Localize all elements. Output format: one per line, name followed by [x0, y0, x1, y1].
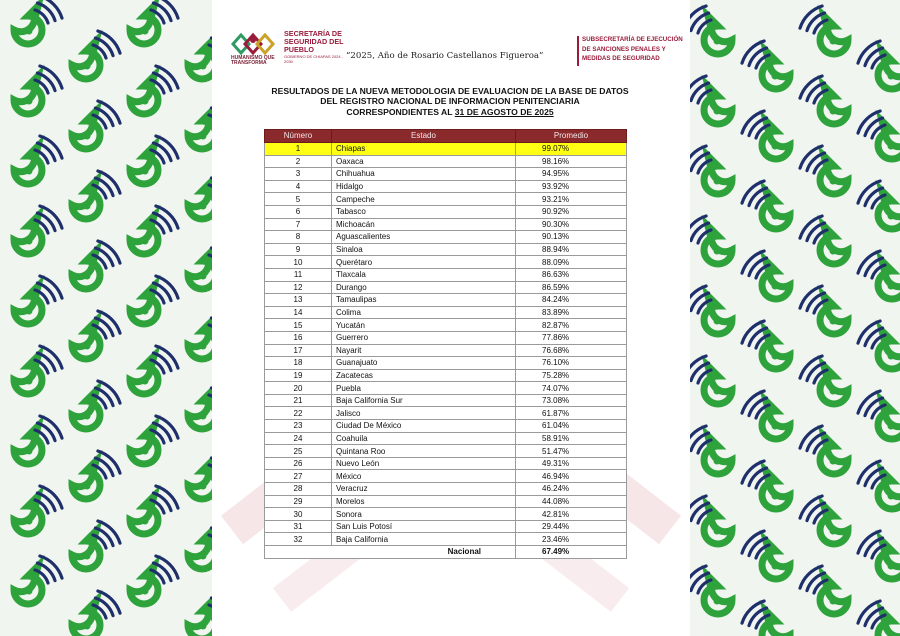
cell-numero: 19 — [265, 369, 332, 382]
swirl-motif-icon — [858, 321, 900, 369]
cell-promedio: 82.87% — [516, 319, 627, 332]
cell-numero: 11 — [265, 268, 332, 281]
cell-numero: 12 — [265, 281, 332, 294]
cell-promedio: 29.44% — [516, 520, 627, 533]
table-row — [265, 407, 627, 420]
table-row — [265, 394, 627, 407]
cell-numero: 9 — [265, 243, 332, 256]
cell-estado: Coahuila — [332, 432, 516, 445]
cell-estado: Sinaloa — [332, 243, 516, 256]
table-row — [265, 319, 627, 332]
cell-promedio: 90.30% — [516, 218, 627, 231]
table-row — [265, 268, 627, 281]
swirl-motif-icon — [858, 41, 900, 89]
cell-numero: 31 — [265, 520, 332, 533]
cell-numero: 20 — [265, 382, 332, 395]
swirl-motif-icon — [800, 496, 848, 544]
swirl-motif-icon — [858, 111, 900, 159]
cell-numero: 3 — [265, 168, 332, 181]
cell-estado: Morelos — [332, 495, 516, 508]
swirl-motif-icon — [130, 66, 178, 114]
cell-numero: 6 — [265, 205, 332, 218]
title-line-3 — [224, 107, 676, 117]
column-header-estado: Estado — [332, 130, 516, 143]
cell-numero: 15 — [265, 319, 332, 332]
swirl-motif-icon — [130, 136, 178, 184]
results-table — [264, 129, 627, 559]
swirl-motif-icon — [14, 0, 62, 44]
swirl-motif-icon — [742, 41, 790, 89]
swirl-motif-icon — [858, 531, 900, 579]
header-divider — [577, 36, 579, 66]
table-row — [265, 231, 627, 244]
table-row — [265, 243, 627, 256]
table-row — [265, 508, 627, 521]
swirl-motif-icon — [800, 426, 848, 474]
swirl-motif-icon — [130, 556, 178, 604]
table-row — [265, 445, 627, 458]
table-row — [265, 520, 627, 533]
cell-promedio: 74.07% — [516, 382, 627, 395]
swirl-motif-icon — [130, 416, 178, 464]
cell-estado: Oaxaca — [332, 155, 516, 168]
cell-numero: 18 — [265, 357, 332, 370]
swirl-motif-icon — [858, 391, 900, 439]
table-header-row — [265, 130, 627, 143]
cell-estado: Tabasco — [332, 205, 516, 218]
cell-promedio: 88.09% — [516, 256, 627, 269]
swirl-motif-icon — [742, 601, 790, 636]
swirl-motif-icon — [800, 356, 848, 404]
swirl-motif-icon — [742, 181, 790, 229]
swirl-motif-icon — [72, 451, 120, 499]
title-line-2: DEL REGISTRO NACIONAL DE INFORMACION PENITENCIARIA — [320, 96, 580, 107]
title-date: 31 DE AGOSTO DE 2025 — [454, 106, 554, 117]
cell-estado: Michoacán — [332, 218, 516, 231]
cell-promedio: 42.81% — [516, 508, 627, 521]
cell-estado: Guerrero — [332, 331, 516, 344]
cell-estado: Zacatecas — [332, 369, 516, 382]
table-row — [265, 495, 627, 508]
cell-estado: Nayarit — [332, 344, 516, 357]
cell-numero: 7 — [265, 218, 332, 231]
swirl-motif-icon — [800, 76, 848, 124]
cell-promedio: 98.16% — [516, 155, 627, 168]
cell-estado: Baja California Sur — [332, 394, 516, 407]
table-row — [265, 180, 627, 193]
table-row — [265, 382, 627, 395]
cell-estado: Yucatán — [332, 319, 516, 332]
cell-estado: Sonora — [332, 508, 516, 521]
cell-estado: Baja California — [332, 533, 516, 546]
cell-numero: 5 — [265, 193, 332, 206]
swirl-motif-icon — [742, 321, 790, 369]
cell-promedio: 58.91% — [516, 432, 627, 445]
swirl-motif-icon — [742, 391, 790, 439]
cell-estado: San Luis Potosí — [332, 520, 516, 533]
swirl-motif-icon — [742, 461, 790, 509]
year-motto: “2025, Año de Rosario Castellanos Figueroa” — [346, 51, 544, 61]
total-value: 67.49% — [516, 546, 627, 559]
cell-estado: Nuevo León — [332, 457, 516, 470]
swirl-motif-icon — [72, 171, 120, 219]
swirl-motif-icon — [684, 146, 732, 194]
swirl-motif-icon — [14, 486, 62, 534]
cell-numero: 22 — [265, 407, 332, 420]
cell-estado: Chihuahua — [332, 168, 516, 181]
swirl-motif-icon — [800, 6, 848, 54]
swirl-motif-icon — [858, 601, 900, 636]
secretaria-logo — [231, 28, 343, 68]
cell-estado: Querétaro — [332, 256, 516, 269]
table-row — [265, 483, 627, 496]
government-emblem-icon — [231, 30, 275, 56]
swirl-motif-icon — [14, 416, 62, 464]
table-row — [265, 331, 627, 344]
cell-estado: Ciudad De México — [332, 420, 516, 433]
cell-numero: 17 — [265, 344, 332, 357]
cell-estado: Durango — [332, 281, 516, 294]
column-header-promedio: Promedio — [516, 130, 627, 143]
cell-promedio: 23.46% — [516, 533, 627, 546]
swirl-motif-icon — [72, 241, 120, 289]
swirl-motif-icon — [14, 206, 62, 254]
swirl-motif-icon — [742, 111, 790, 159]
cell-estado: Colima — [332, 306, 516, 319]
swirl-motif-icon — [72, 311, 120, 359]
swirl-motif-icon — [72, 381, 120, 429]
table-body — [265, 143, 627, 546]
cell-promedio: 76.68% — [516, 344, 627, 357]
table-row — [265, 281, 627, 294]
cell-promedio: 83.89% — [516, 306, 627, 319]
cell-numero: 13 — [265, 294, 332, 307]
cell-promedio: 61.04% — [516, 420, 627, 433]
swirl-motif-icon — [14, 66, 62, 114]
table-row — [265, 193, 627, 206]
cell-promedio: 61.87% — [516, 407, 627, 420]
swirl-motif-icon — [742, 531, 790, 579]
cell-promedio: 86.63% — [516, 268, 627, 281]
cell-promedio: 49.31% — [516, 457, 627, 470]
cell-promedio: 94.95% — [516, 168, 627, 181]
table-row — [265, 432, 627, 445]
swirl-motif-icon — [684, 566, 732, 614]
table-row — [265, 533, 627, 546]
title-line-1: RESULTADOS DE LA NUEVA METODOLOGIA DE EVALUACION DE LA BASE DE DATOS — [271, 86, 629, 96]
table-row — [265, 470, 627, 483]
cell-promedio: 44.08% — [516, 495, 627, 508]
cell-estado: Veracruz — [332, 483, 516, 496]
cell-estado: México — [332, 470, 516, 483]
swirl-motif-icon — [14, 276, 62, 324]
cell-numero: 25 — [265, 445, 332, 458]
cell-numero: 2 — [265, 155, 332, 168]
swirl-motif-icon — [684, 286, 732, 334]
swirl-motif-icon — [14, 346, 62, 394]
swirl-motif-icon — [130, 486, 178, 534]
cell-estado: Puebla — [332, 382, 516, 395]
table-row — [265, 205, 627, 218]
cell-estado: Guanajuato — [332, 357, 516, 370]
cell-numero: 30 — [265, 508, 332, 521]
table-row — [265, 294, 627, 307]
cell-numero: 1 — [265, 143, 332, 156]
swirl-motif-icon — [742, 251, 790, 299]
subsecretaria-name: SUBSECRETARÍA DE EJECUCIÓN DE SANCIONES PENALES Y MEDIDAS DE SEGURIDAD — [582, 36, 683, 62]
table-row — [265, 344, 627, 357]
cell-numero: 29 — [265, 495, 332, 508]
swirl-motif-icon — [14, 136, 62, 184]
cell-numero: 16 — [265, 331, 332, 344]
cell-numero: 27 — [265, 470, 332, 483]
table-row — [265, 168, 627, 181]
cell-promedio: 76.10% — [516, 357, 627, 370]
swirl-motif-icon — [684, 6, 732, 54]
cell-estado: Chiapas — [332, 143, 516, 156]
swirl-motif-icon — [800, 286, 848, 334]
cell-promedio: 93.92% — [516, 180, 627, 193]
table-row — [265, 143, 627, 156]
swirl-motif-icon — [858, 251, 900, 299]
column-header-numero: Número — [265, 130, 332, 143]
cell-numero: 4 — [265, 180, 332, 193]
table-row — [265, 420, 627, 433]
cell-promedio: 46.24% — [516, 483, 627, 496]
cell-promedio: 86.59% — [516, 281, 627, 294]
swirl-motif-icon — [72, 31, 120, 79]
table-row — [265, 357, 627, 370]
cell-promedio: 51.47% — [516, 445, 627, 458]
cell-promedio: 90.13% — [516, 231, 627, 244]
cell-promedio: 77.86% — [516, 331, 627, 344]
cell-promedio: 93.21% — [516, 193, 627, 206]
cell-promedio: 46.94% — [516, 470, 627, 483]
swirl-motif-icon — [684, 76, 732, 124]
cell-numero: 14 — [265, 306, 332, 319]
table-row — [265, 256, 627, 269]
cell-promedio: 84.24% — [516, 294, 627, 307]
swirl-motif-icon — [72, 591, 120, 636]
cell-estado: Campeche — [332, 193, 516, 206]
table-row — [265, 306, 627, 319]
cell-estado: Tamaulipas — [332, 294, 516, 307]
swirl-motif-icon — [858, 181, 900, 229]
swirl-motif-icon — [800, 566, 848, 614]
swirl-motif-icon — [800, 216, 848, 264]
swirl-motif-icon — [130, 206, 178, 254]
swirl-motif-icon — [684, 496, 732, 544]
swirl-motif-icon — [800, 146, 848, 194]
cell-promedio: 75.28% — [516, 369, 627, 382]
swirl-motif-icon — [14, 556, 62, 604]
cell-promedio: 99.07% — [516, 143, 627, 156]
table-row — [265, 218, 627, 231]
total-label: Nacional — [265, 546, 516, 559]
cell-numero: 8 — [265, 231, 332, 244]
table-row — [265, 155, 627, 168]
logo-subtitle: GOBIERNO DE CHIAPAS 2024 - 2030 — [284, 54, 344, 64]
swirl-motif-icon — [130, 0, 178, 44]
table-row — [265, 457, 627, 470]
cell-estado: Jalisco — [332, 407, 516, 420]
cell-numero: 21 — [265, 394, 332, 407]
swirl-motif-icon — [130, 276, 178, 324]
cell-numero: 32 — [265, 533, 332, 546]
cell-estado: Aguascalientes — [332, 231, 516, 244]
cell-estado: Tlaxcala — [332, 268, 516, 281]
cell-numero: 26 — [265, 457, 332, 470]
cell-numero: 10 — [265, 256, 332, 269]
table-row — [265, 369, 627, 382]
logo-tagline: HUMANISMO QUE TRANSFORMA — [231, 55, 275, 66]
table-total-row — [265, 546, 627, 559]
cell-promedio: 73.08% — [516, 394, 627, 407]
swirl-motif-icon — [72, 101, 120, 149]
swirl-motif-icon — [684, 356, 732, 404]
cell-promedio: 90.92% — [516, 205, 627, 218]
cell-promedio: 88.94% — [516, 243, 627, 256]
swirl-motif-icon — [130, 346, 178, 394]
swirl-motif-icon — [72, 521, 120, 569]
swirl-motif-icon — [684, 426, 732, 474]
cell-estado: Quintana Roo — [332, 445, 516, 458]
cell-numero: 23 — [265, 420, 332, 433]
title-line-3-prefix: CORRESPONDIENTES AL — [346, 106, 455, 117]
cell-estado: Hidalgo — [332, 180, 516, 193]
logo-title: SECRETARÍA DE SEGURIDAD DEL PUEBLO — [284, 29, 344, 54]
swirl-motif-icon — [858, 461, 900, 509]
report-title — [224, 86, 676, 117]
cell-numero: 28 — [265, 483, 332, 496]
cell-numero: 24 — [265, 432, 332, 445]
swirl-motif-icon — [684, 216, 732, 264]
